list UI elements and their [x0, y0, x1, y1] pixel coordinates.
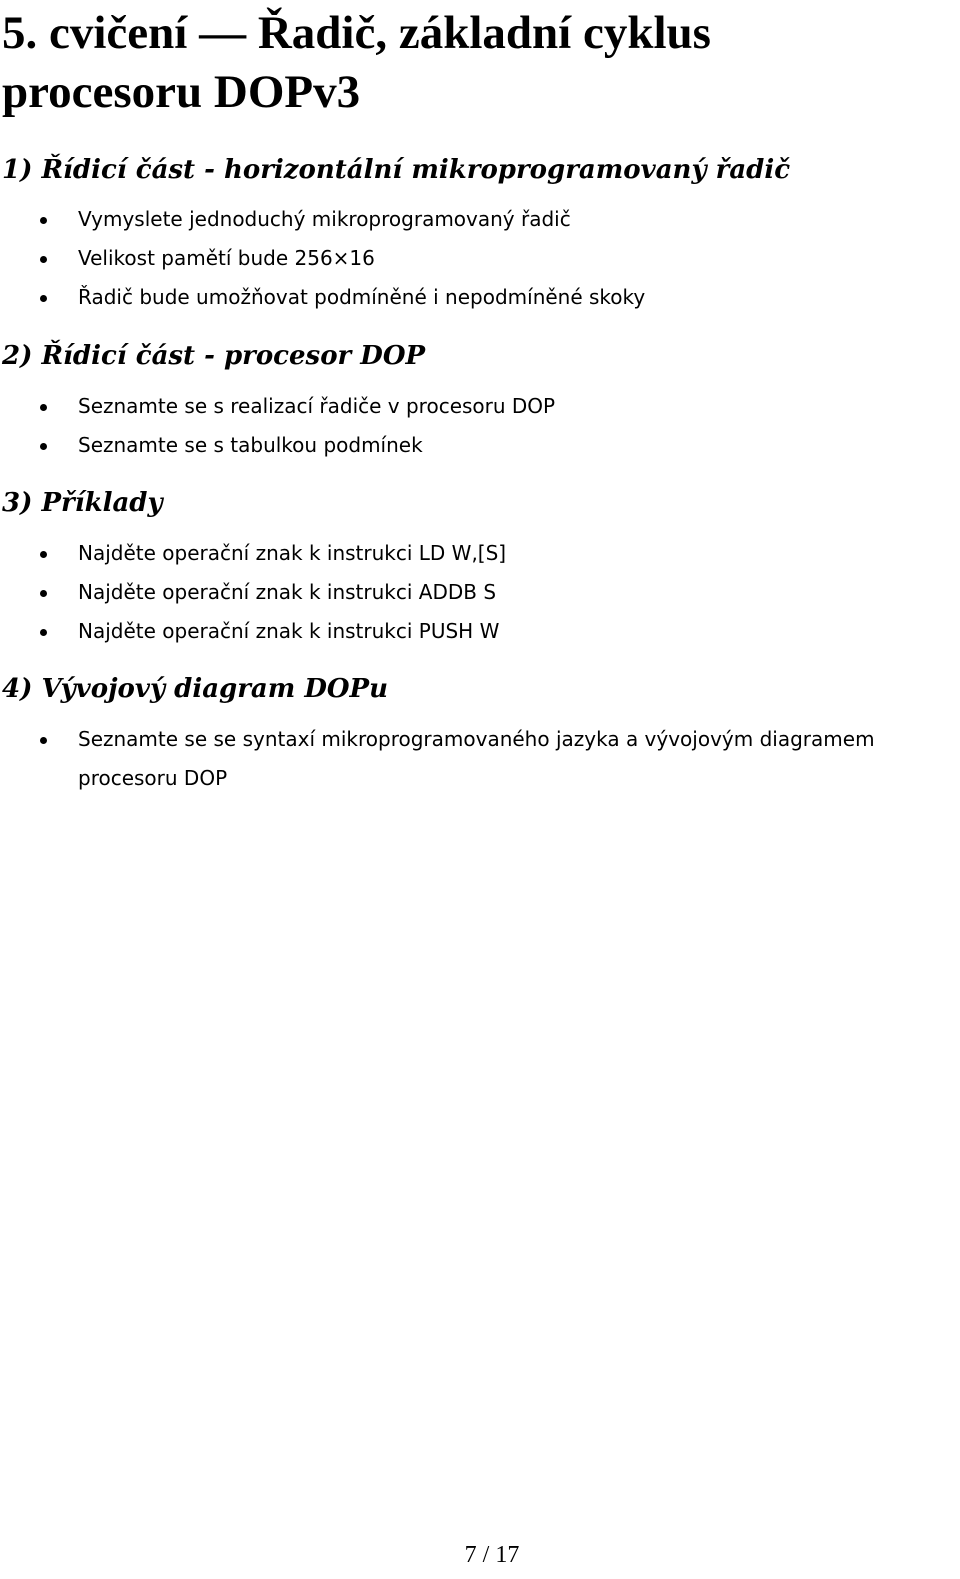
list-item-text: Seznamte se s tabulkou podmínek	[78, 433, 423, 457]
list-item-text: Seznamte se se syntaxí mikroprogramovaného jazyka a vývojovým diagramem procesoru DOP	[78, 727, 875, 790]
list-item-text: Vymyslete jednoduchý mikroprogramovaný řadič	[78, 207, 571, 231]
section-heading-1: 1) Řídicí část - horizontální mikroprogramovaný řadič	[2, 155, 791, 185]
bullet-icon	[40, 295, 47, 302]
list-item-text: Najděte operační znak k instrukci ADDB S	[78, 580, 497, 604]
list-item-text: Seznamte se s realizací řadiče v procesoru DOP	[78, 394, 556, 418]
bullet-icon	[40, 590, 47, 597]
section-heading-3: 3) Příklady	[2, 488, 163, 518]
list-item-text: Velikost pamětí bude 256×16	[78, 246, 375, 270]
bullet-icon	[40, 217, 47, 224]
bullet-icon	[40, 443, 47, 450]
bullet-icon	[40, 256, 47, 263]
section-heading-4: 4) Vývojový diagram DOPu	[2, 674, 388, 704]
bullet-icon	[40, 404, 47, 411]
section-heading-2: 2) Řídicí část - procesor DOP	[2, 341, 426, 371]
list-item-text: Najděte operační znak k instrukci LD W,[S]	[78, 541, 507, 565]
bullet-icon	[40, 737, 47, 744]
bullet-icon	[40, 629, 47, 636]
page-number: 7 / 17	[464, 1542, 520, 1568]
list-item-text: Najděte operační znak k instrukci PUSH W	[78, 619, 500, 643]
page-title: 5. cvičení — Řadič, základní cyklus procesoru DOPv3	[2, 7, 711, 118]
list-item-text: Řadič bude umožňovat podmíněné i nepodmíněné skoky	[78, 285, 646, 309]
bullet-icon	[40, 551, 47, 558]
